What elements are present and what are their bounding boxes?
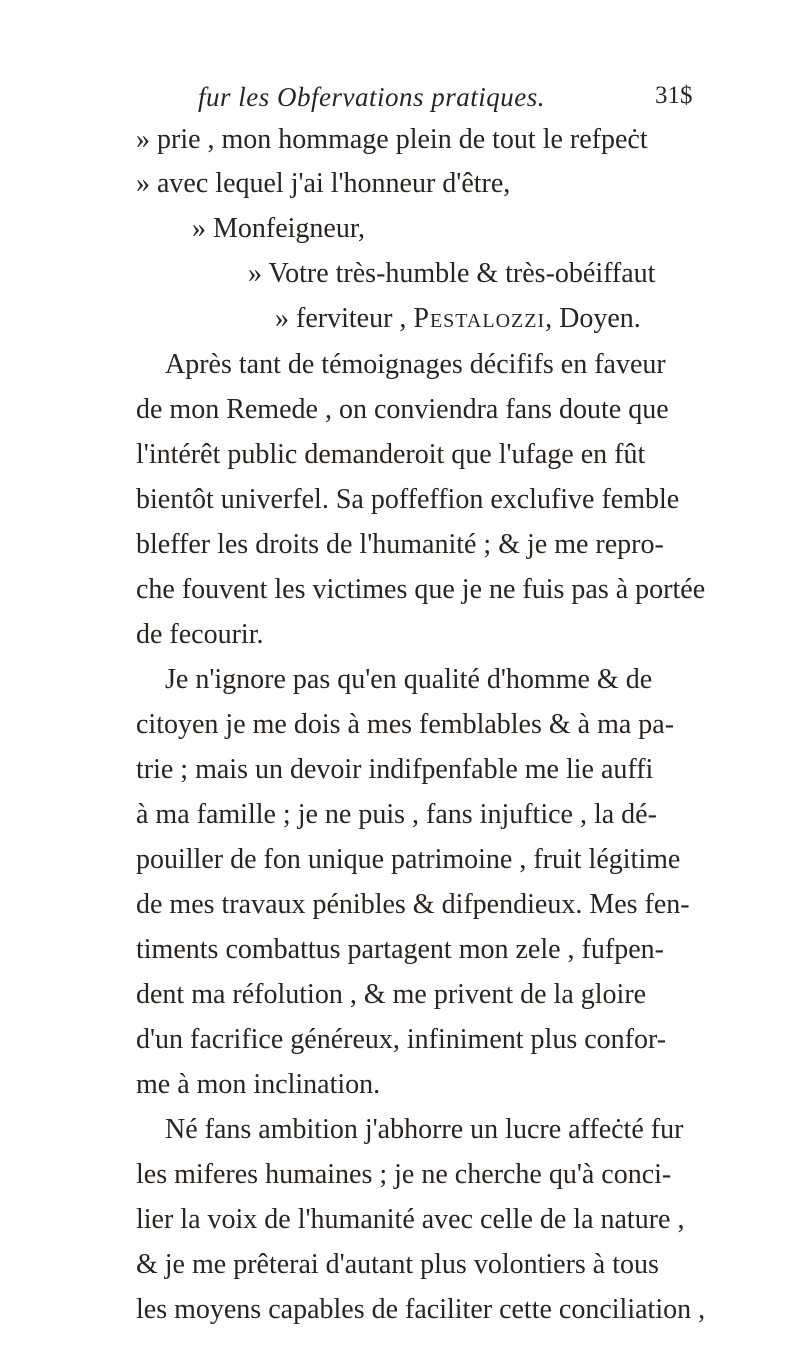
letter-line: » Votre très-humble & très-obéiffaut: [248, 258, 656, 289]
paragraph-line: dent ma réfolution , & me privent de la gloire: [136, 979, 647, 1010]
paragraph-line: de fecourir.: [136, 619, 264, 650]
paragraph-line: de mes travaux pénibles & difpendieux. Mes fen-: [136, 889, 690, 920]
page-number: 31$: [655, 82, 693, 109]
paragraph-line: timents combattus partagent mon zele , fufpen-: [136, 934, 664, 965]
paragraph-line: trie ; mais un devoir indifpenfable me lie auffi: [136, 754, 654, 785]
paragraph-line: Après tant de témoignages décififs en faveur: [165, 349, 666, 380]
letter-signature-line: [275, 302, 641, 336]
paragraph-line: me à mon inclination.: [136, 1069, 381, 1100]
letter-line: » avec lequel j'ai l'honneur d'être,: [136, 168, 511, 199]
paragraph-line: l'intérêt public demanderoit que l'ufage en fût: [136, 439, 646, 470]
paragraph-line: che fouvent les victimes que je ne fuis pas à portée: [136, 574, 706, 605]
paragraph-line: à ma famille ; je ne puis , fans injuftice , la dé-: [136, 799, 657, 830]
paragraph-line: les miferes humaines ; je ne cherche qu'à conci-: [136, 1159, 672, 1190]
paragraph-line: bleffer les droits de l'humanité ; & je me repro-: [136, 529, 664, 560]
paragraph-line: pouiller de fon unique patrimoine , fruit légitime: [136, 844, 681, 875]
paragraph-line: les moyens capables de faciliter cette conciliation ,: [136, 1294, 706, 1325]
letter-text: , Doyen.: [545, 303, 641, 334]
letter-text: » ferviteur ,: [275, 303, 414, 334]
paragraph-line: citoyen je me dois à mes femblables & à ma pa-: [136, 709, 675, 740]
paragraph-line: lier la voix de l'humanité avec celle de la nature ,: [136, 1204, 685, 1235]
page-header: [0, 82, 800, 112]
paragraph-line: de mon Remede , on conviendra fans doute que: [136, 394, 669, 425]
signatory-name: Pestalozzi: [413, 303, 546, 334]
paragraph-line: & je me prêterai d'autant plus volontiers à tous: [136, 1249, 659, 1280]
letter-line: » prie , mon hommage plein de tout le refpeċt: [136, 124, 648, 155]
letter-line: » Monfeigneur,: [192, 213, 366, 244]
paragraph-line: d'un facrifice généreux, infiniment plus confor-: [136, 1024, 667, 1055]
paragraph-line: Je n'ignore pas qu'en qualité d'homme & de: [165, 664, 653, 695]
running-title: fur les Obfervations pratiques.: [198, 82, 545, 112]
paragraph-line: Né fans ambition j'abhorre un lucre affeċté fur: [165, 1114, 684, 1145]
paragraph-line: bientôt univerfel. Sa poffeffion exclufive femble: [136, 484, 680, 515]
